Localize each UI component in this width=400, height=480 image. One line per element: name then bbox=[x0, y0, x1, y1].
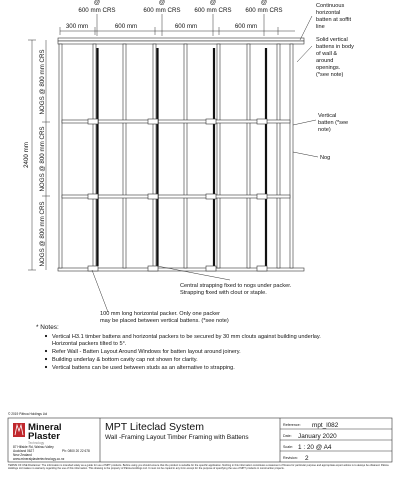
svg-text:batten (*see: batten (*see bbox=[318, 120, 349, 126]
svg-text:Strapping fixed with clout or: Strapping fixed with clout or staple. bbox=[180, 290, 267, 296]
notes-section bbox=[36, 324, 321, 371]
reference-value: mpt_l082 bbox=[312, 422, 339, 429]
nogs-label-bottom: NOGS @ 800 mm CRS bbox=[39, 201, 46, 267]
callout-strapping bbox=[180, 283, 292, 296]
svg-text:of wall &: of wall & bbox=[316, 51, 338, 57]
packer bbox=[257, 119, 267, 124]
svg-text:Nog: Nog bbox=[320, 155, 331, 161]
spacing-label-2a: @ bbox=[158, 0, 166, 6]
spacing-label-1a: @ bbox=[93, 0, 101, 6]
packer bbox=[88, 194, 98, 199]
stud bbox=[59, 44, 62, 268]
svg-text:around: around bbox=[316, 58, 334, 64]
svg-text:Plaster: Plaster bbox=[28, 431, 60, 442]
note-item: Horizontal packers tilted to 5°. bbox=[52, 341, 127, 347]
svg-text:Auckland 0627: Auckland 0627 bbox=[13, 449, 35, 453]
packer bbox=[257, 194, 267, 199]
packer bbox=[148, 266, 158, 271]
height-dimension bbox=[23, 40, 36, 270]
top-plate-lower bbox=[58, 41, 304, 44]
stud-end bbox=[290, 44, 293, 268]
svg-text:Scale:: Scale: bbox=[283, 445, 293, 449]
packer bbox=[88, 119, 98, 124]
packer bbox=[148, 194, 158, 199]
stud bbox=[277, 44, 280, 268]
stud bbox=[153, 44, 156, 268]
svg-text:100 mm long horizontal packer.: 100 mm long horizontal packer. Only one packer bbox=[100, 311, 221, 317]
stud bbox=[93, 44, 96, 268]
system-title: MPT Liteclad System bbox=[105, 421, 205, 433]
dim-300: 300 mm bbox=[65, 23, 89, 30]
svg-text:Central strapping fixed to nog: Central strapping fixed to nogs under packer. bbox=[180, 283, 292, 289]
packer bbox=[257, 266, 267, 271]
note-item: Refer Wall - Batten Layout Around Windows for batten layout around joinery. bbox=[52, 349, 241, 355]
svg-text:line: line bbox=[316, 24, 325, 30]
spacing-label-4b: 600 mm CRS bbox=[245, 7, 283, 14]
svg-text:Revision:: Revision: bbox=[283, 456, 298, 460]
date-value: January 2020 bbox=[298, 433, 337, 440]
callout-packer bbox=[100, 311, 229, 324]
spacing-label-3b: 600 mm CRS bbox=[194, 7, 232, 14]
top-plate-upper bbox=[58, 38, 304, 41]
spacing-label-2b: 600 mm CRS bbox=[143, 7, 181, 14]
svg-text:www.mineralplastertechnology.c: www.mineralplastertechnology.co.nz bbox=[13, 457, 65, 461]
svg-text:87 Hillside Rd, Wairau Valley: 87 Hillside Rd, Wairau Valley bbox=[13, 445, 54, 449]
callout-nog bbox=[320, 155, 330, 161]
spacing-label-4a: @ bbox=[260, 0, 268, 6]
stud bbox=[184, 44, 187, 268]
svg-text:New Zealand: New Zealand bbox=[13, 453, 32, 457]
height-label: 2400 mm bbox=[23, 142, 30, 168]
notes-title: * Notes: bbox=[36, 324, 59, 331]
dim-600-b: 600 mm bbox=[174, 23, 198, 30]
horizontal-dimensions bbox=[60, 23, 295, 35]
callout-top-batten bbox=[316, 3, 351, 30]
stud bbox=[217, 44, 220, 268]
drawing-title: Wall -Framing Layout Timber Framing with Battens bbox=[105, 434, 249, 441]
packer bbox=[206, 266, 216, 271]
svg-text:Continuous: Continuous bbox=[316, 3, 345, 9]
svg-text:(*see note): (*see note) bbox=[316, 72, 344, 78]
svg-text:horizontal: horizontal bbox=[316, 10, 341, 16]
packer bbox=[206, 119, 216, 124]
stud bbox=[123, 44, 126, 268]
nogs-label-mid: NOGS @ 800 mm CRS bbox=[39, 126, 46, 192]
svg-text:battens in body: battens in body bbox=[316, 44, 354, 50]
svg-text:Reference:: Reference: bbox=[283, 423, 301, 427]
svg-text:Solid vertical: Solid vertical bbox=[316, 37, 348, 43]
svg-text:Technology: Technology bbox=[28, 441, 45, 445]
dim-600-a: 600 mm bbox=[114, 23, 138, 30]
note-item: Vertical H3.1 timber battens and horizontal packers to be secured by 30 mm clouts against building underlay. bbox=[52, 334, 321, 340]
callout-vertical-batten bbox=[318, 113, 348, 133]
dim-600-c: 600 mm bbox=[234, 23, 258, 30]
packer bbox=[88, 266, 98, 271]
packer bbox=[206, 194, 216, 199]
stud bbox=[247, 44, 250, 268]
nogs-label-top: NOGS @ 800 mm CRS bbox=[39, 49, 46, 115]
spacing-label-3a: @ bbox=[209, 0, 217, 6]
copyright: © 2019 Pātroa Holdings Ltd bbox=[8, 412, 48, 416]
nogs-labels bbox=[39, 40, 50, 270]
svg-text:note): note) bbox=[318, 127, 331, 133]
scale-value: 1 : 20 @ A4 bbox=[298, 444, 332, 451]
title-block bbox=[8, 412, 392, 462]
svg-text:Date:: Date: bbox=[283, 434, 292, 438]
note-item: Vertical battens can be used between studs as an alternative to strapping. bbox=[52, 365, 235, 371]
revision-value: 2 bbox=[305, 455, 309, 462]
svg-text:openings.: openings. bbox=[316, 65, 341, 71]
disclaimer: TERMS OF USE Disclaimer: The information is intended solely as a guide for use of MPT products. Before using you should ensure that the product is suitable for the specific application. Nothing in this information constitutes a statement of fitness for particular purpose and appropriate expert advice is to always be obtained. Pātroa Holdings Ltd makes no warranty regarding the use of this information. This drawing is the property of Pātroa Holdings Ltd. It must not be copied in any form except for the purpose of specifying the use of MPT products in construction projects. bbox=[8, 464, 389, 471]
svg-text:Vertical: Vertical bbox=[318, 113, 337, 119]
svg-text:batten at soffit: batten at soffit bbox=[316, 17, 352, 23]
svg-text:may be placed between vertical: may be placed between vertical battens. (*see note) bbox=[100, 318, 229, 324]
svg-text:Ph: 0800 20 22 678: Ph: 0800 20 22 678 bbox=[62, 449, 90, 453]
top-spacing-labels bbox=[78, 0, 282, 36]
packer bbox=[148, 119, 158, 124]
spacing-label-1b: 600 mm CRS bbox=[78, 7, 116, 14]
note-item: Building underlay & bottom cavity cap not shown for clarity. bbox=[52, 357, 198, 363]
svg-text:Mineral: Mineral bbox=[28, 422, 62, 433]
callout-solid-battens bbox=[316, 37, 354, 78]
